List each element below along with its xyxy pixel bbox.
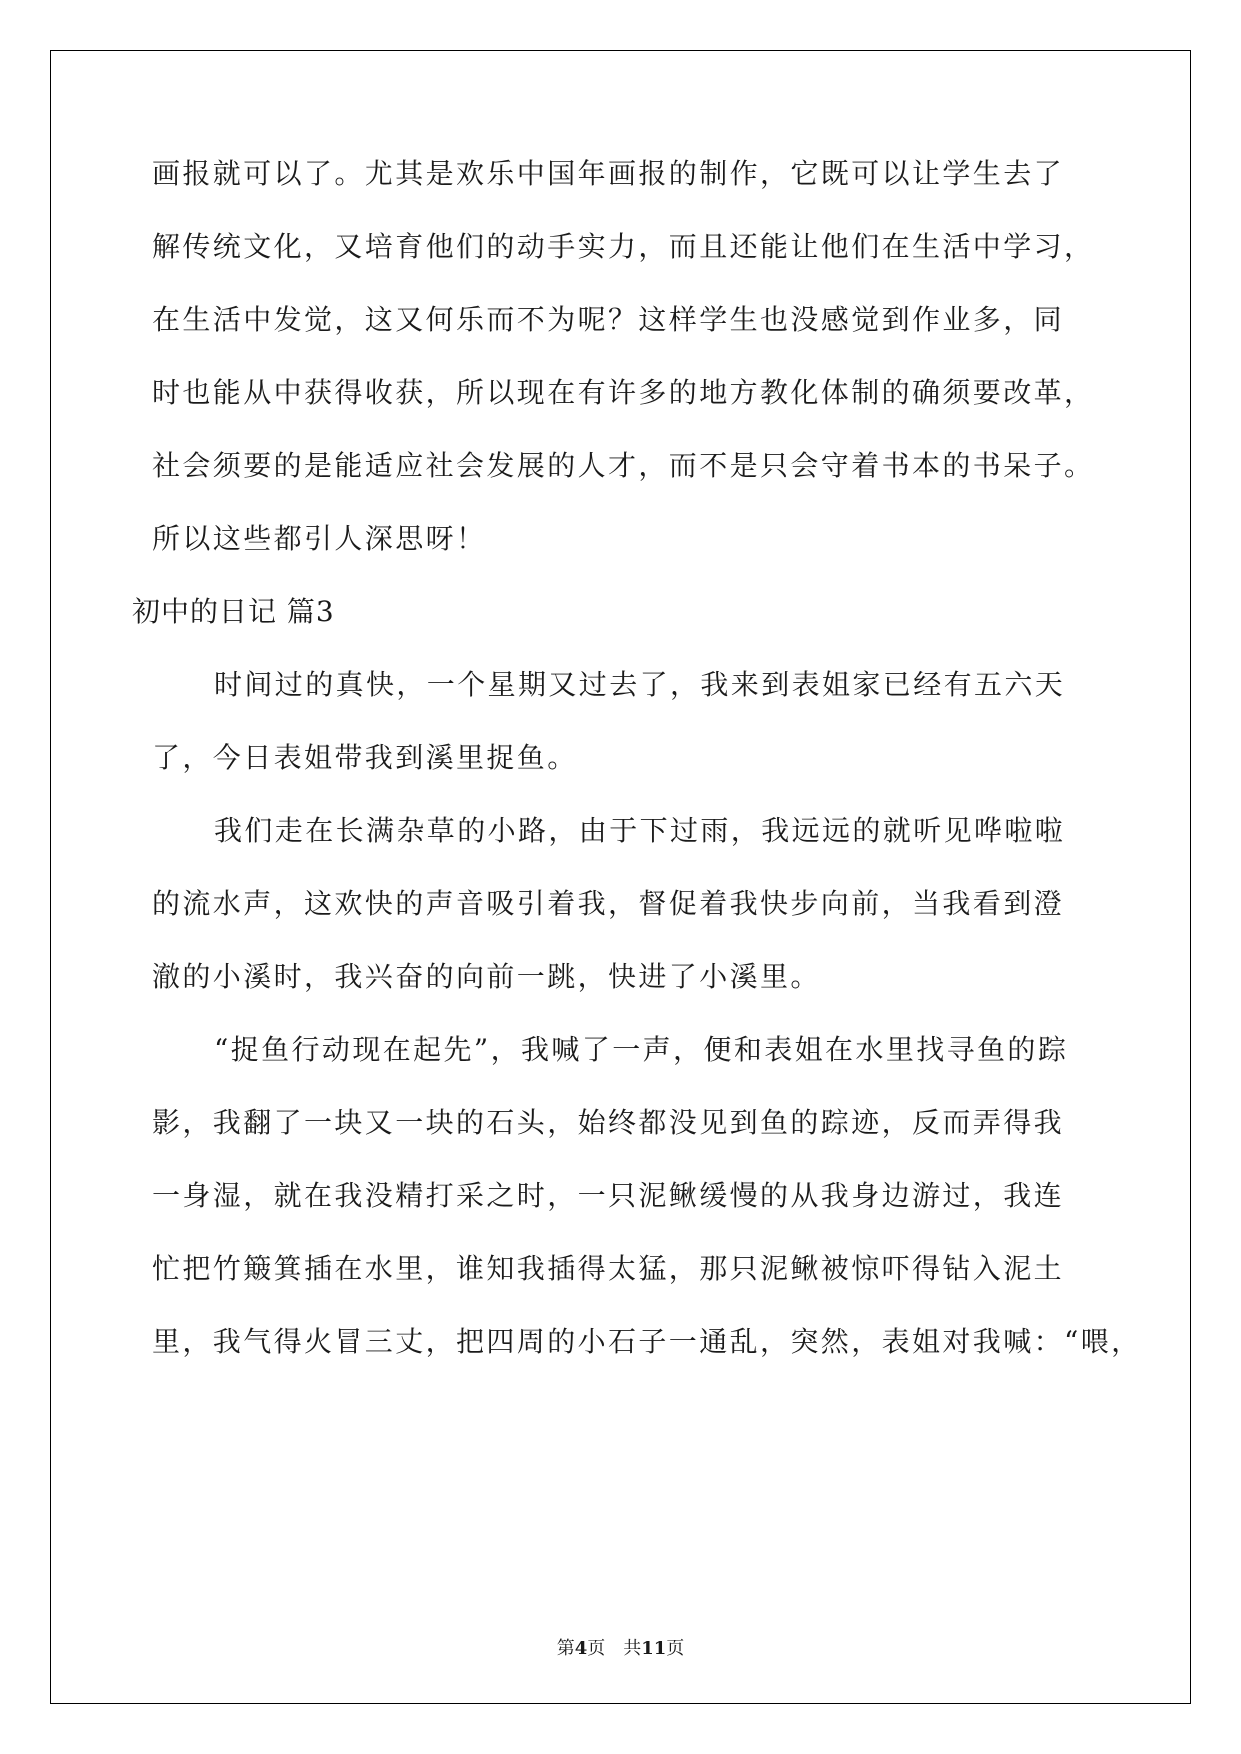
footer-suffix: 页 xyxy=(666,1638,685,1659)
text-line: 一身湿，就在我没精打采之时，一只泥鳅缓慢的从我身边游过，我连 xyxy=(152,1179,1065,1212)
text-line: 我们走在长满杂草的小路，由于下过雨，我远远的就听见哗啦啦 xyxy=(214,814,1066,847)
section-heading: 初中的日记 篇3 xyxy=(132,595,335,628)
text-line: 解传统文化，又培育他们的动手实力，而且还能让他们在生活中学习， xyxy=(152,230,1095,263)
text-line: 里，我气得火冒三丈，把四周的小石子一通乱，突然，表姐对我喊：“喂， xyxy=(152,1325,1142,1358)
footer-middle: 页 共 xyxy=(587,1638,642,1659)
footer-total-pages: 11 xyxy=(641,1638,667,1659)
page-border xyxy=(50,50,1191,1704)
page-footer xyxy=(0,1634,1241,1660)
text-line: 影，我翻了一块又一块的石头，始终都没见到鱼的踪迹，反而弄得我 xyxy=(152,1106,1065,1139)
text-line: 忙把竹簸箕插在水里，谁知我插得太猛，那只泥鳅被惊吓得钻入泥土 xyxy=(152,1252,1065,1285)
text-line: 社会须要的是能适应社会发展的人才，而不是只会守着书本的书呆子。 xyxy=(152,449,1095,482)
text-line: “捉鱼行动现在起先”，我喊了一声，便和表姐在水里找寻鱼的踪 xyxy=(214,1033,1069,1066)
text-line: 画报就可以了。尤其是欢乐中国年画报的制作，它既可以让学生去了 xyxy=(152,157,1065,190)
text-line: 所以这些都引人深思呀！ xyxy=(152,522,487,555)
text-line: 在生活中发觉，这又何乐而不为呢？这样学生也没感觉到作业多，同 xyxy=(152,303,1065,336)
text-line: 的流水声，这欢快的声音吸引着我，督促着我快步向前，当我看到澄 xyxy=(152,887,1065,920)
footer-prefix: 第 xyxy=(556,1638,575,1659)
text-line: 时也能从中获得收获，所以现在有许多的地方教化体制的确须要改革， xyxy=(152,376,1095,409)
text-line: 时间过的真快，一个星期又过去了，我来到表姐家已经有五六天 xyxy=(214,668,1066,701)
text-line: 了，今日表姐带我到溪里捉鱼。 xyxy=(152,741,578,774)
text-line: 澈的小溪时，我兴奋的向前一跳，快进了小溪里。 xyxy=(152,960,821,993)
footer-page-number: 4 xyxy=(574,1638,588,1659)
